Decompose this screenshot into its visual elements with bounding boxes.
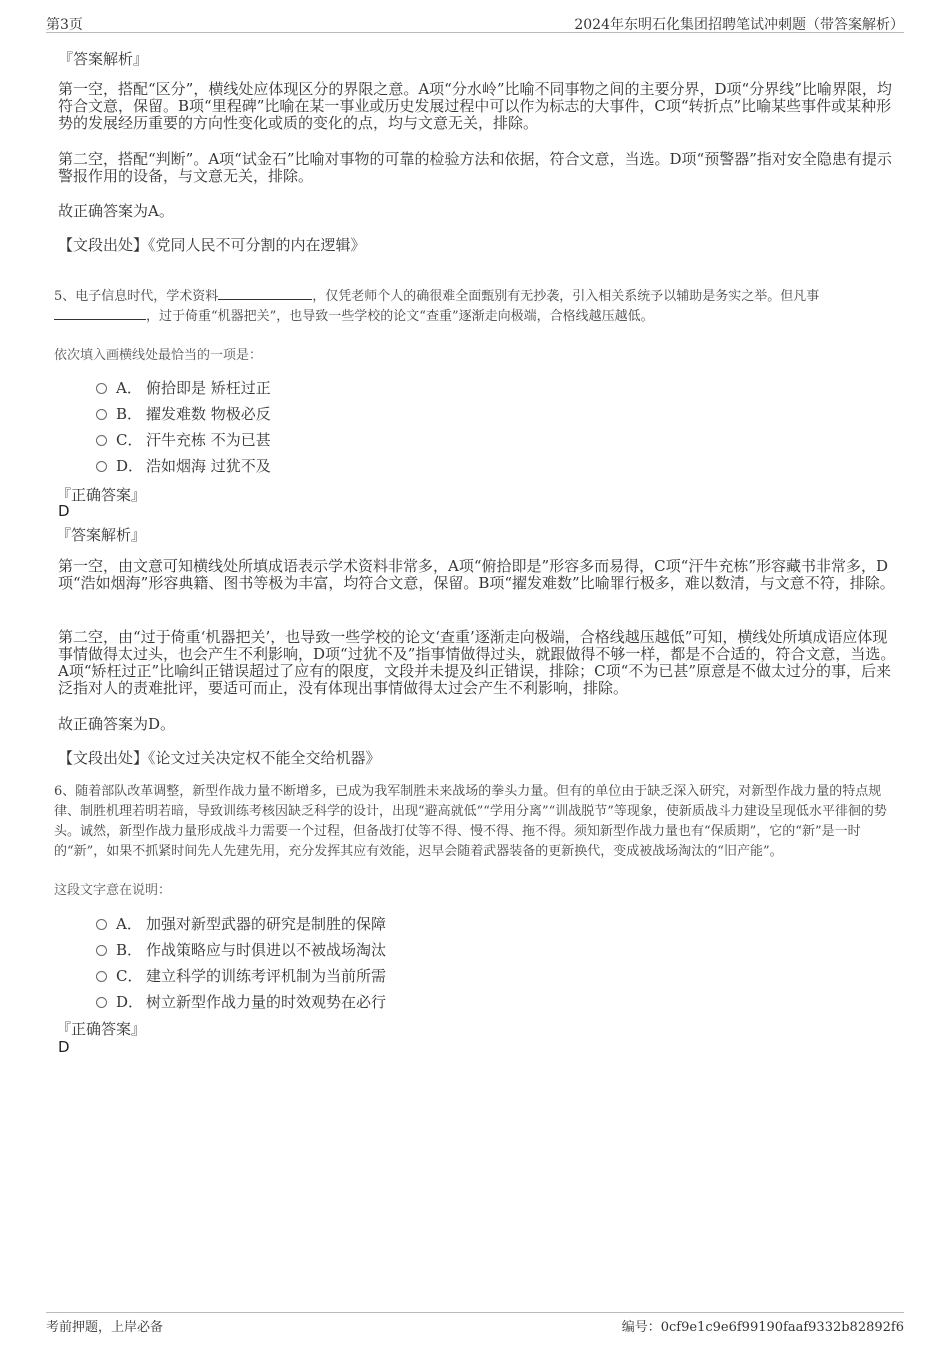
correct-answer-value: D (58, 502, 70, 520)
footer-slogan: 考前押题，上岸必备 (46, 1320, 164, 1335)
correct-answer-label: 『正确答案』 (56, 1020, 147, 1038)
option-6-a[interactable]: A． 加强对新型武器的研究是制胜的保障 (96, 913, 386, 933)
source-citation: 【文段出处】《党同人民不可分割的内在逻辑》 (58, 236, 366, 254)
radio-icon[interactable] (96, 945, 107, 956)
radio-icon[interactable] (96, 971, 107, 982)
analysis-paragraph-2: 第二空，搭配“判断”。A项“试金石”比喻对事物的可靠的检验方法和依据，符合文意，当选。D项“预警器”指对安全隐患有提示警报作用的设备，与文意无关，排除。 (58, 150, 892, 185)
option-5-a[interactable]: A． 俯拾即是 矫枉过正 (96, 377, 271, 397)
radio-icon[interactable] (96, 997, 107, 1008)
option-6-d[interactable]: D． 树立新型作战力量的时效观势在必行 (96, 991, 386, 1011)
correct-answer-label: 『正确答案』 (56, 486, 147, 504)
analysis-paragraph-1: 第一空，搭配“区分”，横线处应体现区分的界限之意。A项“分水岭”比喻不同事物之间的主要分界，D项“分界线”比喻界限，均符合文意，保留。B项“里程碑”比喻在某一事业或历史发展过程中可以作为标志的大事件，C项“转折点”比喻某些事件或某种形势的发展经历重要的方向性变化或质的变化的点，均与文意无关，排除。 (58, 80, 892, 132)
radio-icon[interactable] (96, 409, 107, 420)
analysis-label: 『答案解析』 (56, 526, 147, 544)
correct-answer-value: D (58, 1038, 70, 1056)
question-5-prompt: 依次填入画横线处最恰当的一项是： (54, 348, 263, 363)
radio-icon[interactable] (96, 461, 107, 472)
question-5-text: 5、电子信息时代，学术资料 ，仅凭老师个人的确很难全面甄别有无抄袭，引入相关系统予以辅助是务实之举。但凡事 ，过于倚重“机器把关”，也导致一些学校的论文“查重”逐渐走向极端，合格线越压越低。 (54, 289, 820, 324)
option-5-b[interactable]: B． 擢发难数 物极必反 (96, 403, 271, 423)
fill-blank-1 (218, 287, 312, 300)
page-number: 第3页 (46, 17, 83, 33)
page-footer (46, 1312, 904, 1333)
page-header (46, 12, 904, 33)
question-6-prompt: 这段文字意在说明： (54, 883, 172, 898)
option-6-c[interactable]: C． 建立科学的训练考评机制为当前所需 (96, 965, 386, 985)
radio-icon[interactable] (96, 919, 107, 930)
document-code: 编号：0cf9e1c9e6f99190faaf9332b82892f6 (621, 1320, 904, 1335)
analysis-paragraph-2: 第二空，由“过于倚重‘机器把关’，也导致一些学校的论文‘查重’逐渐走向极端，合格线越压越低”可知，横线处所填成语应体现事情做得太过头，也会产生不利影响，D项“过犹不及”指事情做得过头，就跟做得不够一样，都是不合适的，符合文意，当选。A项“矫枉过正”比喻纠正错误超过了应有的限度，文段并未提及纠正错误，排除；C项“不为已甚”原意是不做太过分的事，后来泛指对人的责难批评，要适可而止，没有体现出事情做得太过会产生不利影响，排除。 (58, 628, 896, 697)
analysis-label: 『答案解析』 (58, 50, 149, 68)
radio-icon[interactable] (96, 383, 107, 394)
source-citation: 【文段出处】《论文过关决定权不能全交给机器》 (58, 749, 381, 767)
radio-icon[interactable] (96, 435, 107, 446)
option-5-d[interactable]: D． 浩如烟海 过犹不及 (96, 455, 271, 475)
answer-conclusion: 故正确答案为A。 (58, 202, 174, 220)
option-5-c[interactable]: C． 汗牛充栋 不为已甚 (96, 429, 271, 449)
question-6-text: 6、随着部队改革调整，新型作战力量不断增多，已成为我军制胜未来战场的拳头力量。但有的单位由于缺乏深入研究，对新型作战力量的特点规律、制胜机理若明若暗，导致训练考核因缺乏科学的设计，出现“避高就低”“学用分离”“训战脱节”等现象，使新质战斗力建设呈现低水平徘徊的势头。诚然，新型作战力量形成战斗力需要一个过程，但备战打仗等不得、慢不得、拖不得。须知新型作战力量也有“保质期”，它的“新”是一时的“新”，如果不抓紧时间先人先建先用，充分发挥其应有效能，迟早会随着武器装备的更新换代，变成被战场淘汰的“旧产能”。 (54, 784, 887, 859)
analysis-paragraph-1: 第一空，由文意可知横线处所填成语表示学术资料非常多，A项“俯拾即是”形容多而易得，C项“汗牛充栋”形容藏书非常多，D项“浩如烟海”形容典籍、图书等极为丰富，均符合文意，保留。B项“擢发难数”比喻罪行极多，难以数清，与文意不符，排除。 (58, 557, 895, 592)
document-title: 2024年东明石化集团招聘笔试冲刺题（带答案解析） (574, 17, 904, 33)
option-6-b[interactable]: B． 作战策略应与时俱进以不被战场淘汰 (96, 939, 386, 959)
fill-blank-2 (54, 307, 146, 320)
answer-conclusion: 故正确答案为D。 (58, 715, 176, 733)
